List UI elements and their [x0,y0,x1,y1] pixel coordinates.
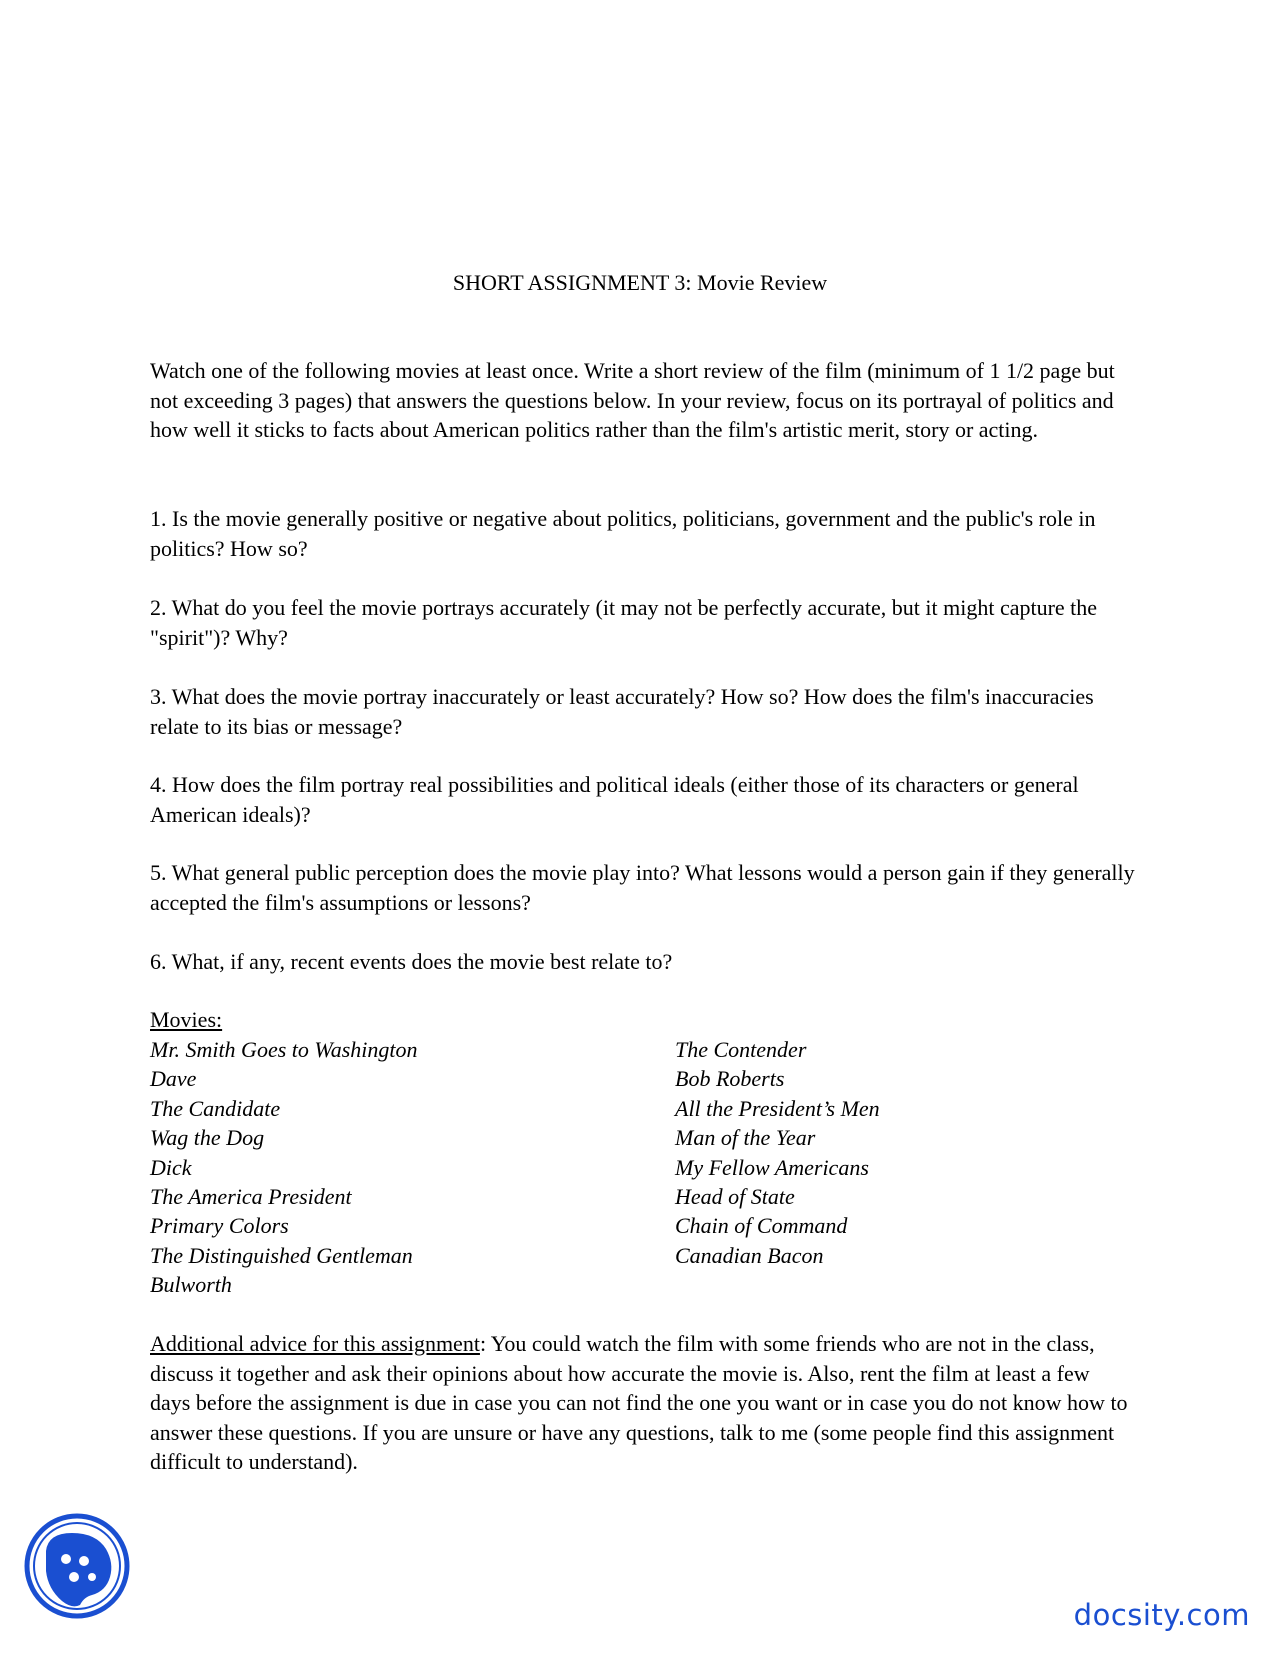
question-5: 5. What general public perception does the movie play into? What lessons would a person gain if they generally accepted the film's assumptions or lessons? [150,860,1135,915]
movies-list-left [150,1035,417,1300]
movie-title: Bulworth [150,1272,232,1298]
movie-title: Primary Colors [150,1213,289,1239]
question-2: 2. What do you feel the movie portrays accurately (it may not be perfectly accurate, but it might capture the "spirit")? Why? [150,595,1098,650]
advice-label: Additional advice for this assignment [150,1331,480,1356]
advice-paragraph [150,1329,1135,1477]
movie-title: The Contender [675,1037,807,1062]
question-6: 6. What, if any, recent events does the movie best relate to? [150,949,673,974]
movie-title: My Fellow Americans [675,1154,869,1180]
movie-title: Head of State [675,1183,795,1209]
movie-title: Dave [150,1066,197,1092]
question-1: 1. Is the movie generally positive or negative about politics, politicians, government and the public's role in politics? How so? [150,506,1096,561]
docsity-logo-icon [22,1511,132,1621]
movie-title: Man of the Year [675,1125,816,1151]
movie-title: Canadian Bacon [675,1242,824,1268]
question-4: 4. How does the film portray real possibilities and political ideals (either those of its characters or general American ideals)? [150,772,1079,827]
movie-title: The Distinguished Gentleman [150,1242,413,1268]
page-title: SHORT ASSIGNMENT 3: Movie Review [452,270,828,295]
movie-title: Wag the Dog [150,1125,265,1151]
movie-title: Mr. Smith Goes to Washington [150,1037,418,1062]
movies-list-right [675,1035,880,1270]
question-3: 3. What does the movie portray inaccurately or least accurately? How so? How does the film's inaccuracies relate to its bias or message? [150,684,1094,739]
docsity-watermark: docsity.com [1073,1598,1250,1632]
intro-paragraph: Watch one of the following movies at least once. Write a short review of the film (minimum of 1 1/2 page but not exceeding 3 pages) that answers the questions below. In your review, focus on its portrayal of politics and how well it sticks to facts about American politics rather than the film's artistic merit, story or acting. [150,358,1115,442]
movie-title: Dick [150,1154,192,1180]
movie-title: The America President [150,1183,352,1209]
movie-title: All the President’s Men [675,1095,880,1121]
movies-heading: Movies: [150,1007,223,1032]
movie-title: Bob Roberts [675,1066,785,1092]
movie-title: Chain of Command [675,1213,848,1239]
advice-text: : You could watch the film with some friends who are not in the class, discuss it together and ask their opinions about how accurate the movie is. Also, rent the film at least a few days before the assignment is due in case you can not find the one you want or in case you do not know how to answer these questions. If you are unsure or have any questions, talk to me (some people find this assignment difficult to understand). [150,1331,1128,1474]
movie-title: The Candidate [150,1095,281,1121]
